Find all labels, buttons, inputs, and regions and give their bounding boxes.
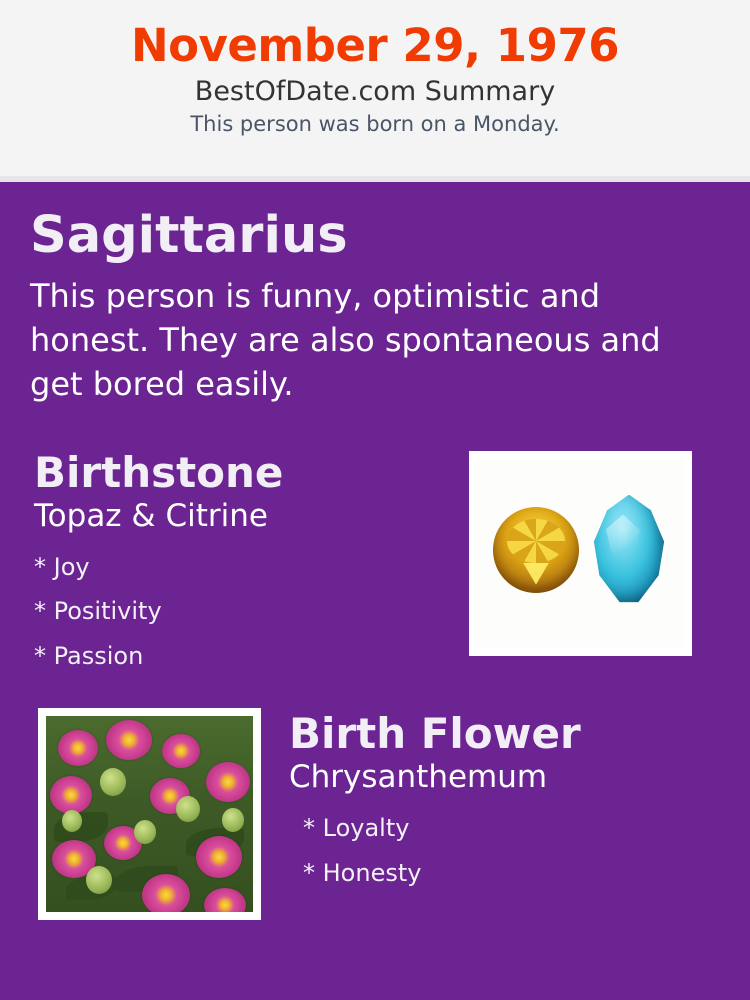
birth-flower-image	[46, 716, 253, 912]
birthstone-text	[30, 449, 469, 678]
birthstone-image-frame	[469, 451, 692, 656]
birthstone-trait: * Positivity	[34, 597, 162, 626]
flower-icon	[196, 836, 242, 878]
flower-bud-icon	[222, 808, 244, 832]
birthstone-trait: * Joy	[34, 552, 90, 581]
flower-bud-icon	[86, 866, 112, 894]
birth-flower-title: Birth Flower	[289, 708, 581, 758]
birth-flower-image-frame	[38, 708, 261, 920]
flower-icon	[206, 762, 250, 802]
zodiac-sign-name: Sagittarius	[30, 206, 348, 265]
site-summary-label: BestOfDate.com Summary	[194, 75, 556, 107]
flower-icon	[162, 734, 200, 768]
citrine-gem-icon	[493, 507, 579, 593]
details-panel	[0, 182, 750, 1000]
page-title: November 29, 1976	[130, 19, 620, 72]
born-day-note: This person was born on a Monday.	[190, 112, 560, 137]
flower-icon	[58, 730, 98, 766]
flower-icon	[204, 888, 246, 912]
flower-icon	[50, 776, 92, 814]
zodiac-description: This person is funny, optimistic and honest. They are also spontaneous and get bored easily.	[30, 277, 661, 404]
birthstone-title: Birthstone	[34, 447, 284, 497]
birth-flower-section	[30, 708, 720, 920]
birthstone-value: Topaz & Citrine	[34, 497, 268, 534]
flower-icon	[142, 874, 190, 912]
birth-flower-trait: * Honesty	[303, 858, 422, 887]
footer-strip	[0, 978, 750, 1000]
birth-flower-value: Chrysanthemum	[289, 758, 548, 795]
flower-bud-icon	[62, 810, 82, 832]
flower-bud-icon	[134, 820, 156, 844]
birth-flower-trait: * Loyalty	[303, 814, 410, 843]
flower-bud-icon	[100, 768, 126, 796]
birth-flower-text	[289, 708, 720, 895]
card-header	[0, 0, 750, 182]
birthstone-section	[30, 449, 720, 678]
birthstone-image	[477, 459, 684, 648]
flower-bud-icon	[176, 796, 200, 822]
topaz-gem-icon	[590, 495, 668, 607]
birthstone-trait: * Passion	[34, 641, 144, 670]
flower-icon	[106, 720, 152, 760]
